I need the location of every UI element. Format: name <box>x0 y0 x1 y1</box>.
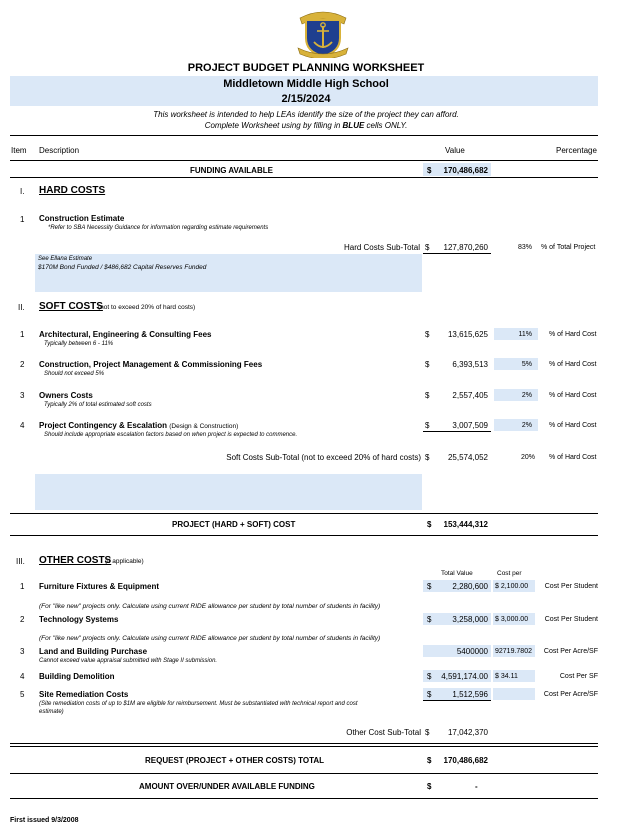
other-item-underline <box>423 700 491 701</box>
soft-item-num: 4 <box>20 421 25 430</box>
other-item-value: 5400000 <box>456 647 488 656</box>
over-under-label: AMOUNT OVER/UNDER AVAILABLE FUNDING <box>139 782 315 791</box>
soft-item-label <box>39 360 262 369</box>
request-total-dollar: $ <box>427 756 432 765</box>
other-item-label: Furniture Fixtures & Equipment <box>39 582 160 591</box>
soft-item-label-text: Construction, Project Management & Commissioning Fees <box>39 360 263 369</box>
other-item-dollar: $ <box>427 690 432 699</box>
request-total-value: 170,486,682 <box>443 756 488 765</box>
hard-section-title: HARD COSTS <box>39 185 106 196</box>
hard-subtotal-value: 127,870,260 <box>443 243 488 252</box>
intro-line-1: This worksheet is intended to help LEAs identify the size of the project they can afford. <box>153 110 459 119</box>
other-item-num: 1 <box>20 582 25 591</box>
project-total-value: 153,444,312 <box>443 520 488 529</box>
other-item-pre-note: (For "like new" projects only. Calculate using current RIDE allowance per student by total number of students in facility) <box>39 603 381 610</box>
soft-section-note: (not to exceed 20% of hard costs) <box>98 304 196 311</box>
other-item-per-label: Cost Per Acre/SF <box>543 691 598 698</box>
soft-item-value: 3,007,509 <box>452 421 488 430</box>
funding-value: 170,486,682 <box>443 166 488 175</box>
funding-label: FUNDING AVAILABLE <box>190 166 273 175</box>
other-item-num: 5 <box>20 690 25 699</box>
other-item-label: Building Demolition <box>39 672 115 681</box>
first-issued: First issued 9/3/2008 <box>10 817 79 824</box>
other-item-value: 1,512,596 <box>452 690 488 699</box>
soft-notes-cell[interactable] <box>35 474 422 510</box>
worksheet-date: 2/15/2024 <box>281 93 331 105</box>
soft-item-dollar: $ <box>425 391 430 400</box>
other-subtotal-dollar: $ <box>425 728 430 737</box>
hard-subtotal-pct: 83% <box>518 244 533 251</box>
hard-subtotal-label: Hard Costs Sub-Total <box>343 243 420 252</box>
soft-item-pct-label: % of Hard Cost <box>549 392 597 399</box>
request-total-top-line-2 <box>10 746 598 747</box>
soft-item-dollar: $ <box>425 421 430 430</box>
other-item-note: Cannot exceed value appraisal submitted with Stage II submission. <box>39 658 218 664</box>
other-item-note-2: estimate) <box>39 709 64 715</box>
other-item-per: $ 3,000.00 <box>495 616 529 623</box>
soft-item-pct: 2% <box>521 392 532 399</box>
other-section-num: III. <box>16 557 25 566</box>
other-item-per-label: Cost Per Student <box>544 583 598 590</box>
hard-item-note: *Refer to SBA Necessity Guidance for information regarding estimate requirements <box>48 225 269 231</box>
hard-note-line-1: See Ellana Estimate <box>38 256 93 262</box>
other-item-per-label: Cost Per Acre/SF <box>543 648 598 655</box>
anchor-icon <box>294 8 352 58</box>
other-item-label: Site Remediation Costs <box>39 690 129 699</box>
col-description: Description <box>39 146 80 155</box>
other-subtotal-label: Other Cost Sub-Total <box>346 728 421 737</box>
soft-item-underline <box>423 431 491 432</box>
other-subtotal-value: 17,042,370 <box>447 728 488 737</box>
soft-item-dollar: $ <box>425 330 430 339</box>
funding-top-line <box>10 160 598 161</box>
soft-item-note: Typically between 6 - 11% <box>44 341 114 347</box>
other-item-label: Technology Systems <box>39 615 119 624</box>
soft-item-pct: 11% <box>518 331 532 338</box>
soft-item-pct-label: % of Hard Cost <box>549 422 597 429</box>
hard-subtotal-dollar: $ <box>425 243 430 252</box>
soft-item-label <box>39 330 211 339</box>
soft-item-pct-label: % of Hard Cost <box>549 331 597 338</box>
other-item-dollar: $ <box>427 672 432 681</box>
project-total-dollar: $ <box>427 520 432 529</box>
other-item-note: (Site remediation costs of up to $1M are eligible for reimbursement. Must be substantiated with technical report and cost <box>39 701 358 707</box>
col-percentage: Percentage <box>556 146 597 155</box>
other-col-cost-per: Cost per <box>497 570 522 577</box>
hard-subtotal-underline <box>423 253 491 254</box>
soft-subtotal-dollar: $ <box>425 453 430 462</box>
soft-section-num: II. <box>18 303 25 312</box>
other-col-total: Total Value <box>441 570 473 577</box>
hard-note-line-2: $170M Bond Funded / $486,682 Capital Reserves Funded <box>38 264 207 271</box>
soft-subtotal-pct: 20% <box>521 454 536 461</box>
soft-item-value: 2,557,405 <box>452 391 488 400</box>
col-value: Value <box>445 146 465 155</box>
soft-item-note: Should include appropriate escalation factors based on when project is expected to commence. <box>44 432 298 438</box>
soft-item-value: 6,393,513 <box>452 360 488 369</box>
header-divider <box>10 135 598 136</box>
soft-item-dollar: $ <box>425 360 430 369</box>
hard-subtotal-pct-label: % of Total Project <box>541 244 596 251</box>
intro-line-2 <box>0 121 612 130</box>
other-item-value: 4,591,174.00 <box>441 672 488 681</box>
soft-section-title: SOFT COSTS <box>39 301 103 312</box>
request-total-label: REQUEST (PROJECT + OTHER COSTS) TOTAL <box>145 756 325 765</box>
other-item-per: $ 2,100.00 <box>495 583 529 590</box>
soft-item-num: 1 <box>20 330 25 339</box>
other-item-dollar: $ <box>427 582 432 591</box>
soft-item-note: Should not exceed 5% <box>44 371 105 377</box>
other-item-pre-note: (For "like new" projects only. Calculate using current RIDE allowance per student by total number of students in facility) <box>39 635 381 642</box>
col-item: Item <box>11 146 27 155</box>
soft-item-value: 13,615,625 <box>447 330 488 339</box>
soft-item-label-text: Project Contingency & Escalation <box>39 421 168 430</box>
soft-subtotal-value: 25,574,052 <box>447 453 488 462</box>
other-item-value: 3,258,000 <box>452 615 488 624</box>
hard-section-num: I. <box>20 187 25 196</box>
intro-text: Complete Worksheet using by filling in <box>204 121 343 130</box>
over-under-value: - <box>475 782 478 791</box>
soft-item-label-extra: (Design & Construction) <box>169 423 239 430</box>
page-title: PROJECT BUDGET PLANNING WORKSHEET <box>187 62 425 74</box>
other-item-per-label: Cost Per SF <box>559 673 598 680</box>
other-section-note: (if applicable) <box>105 558 144 565</box>
project-total-label: PROJECT (HARD + SOFT) COST <box>172 520 296 529</box>
other-item-value: 2,280,600 <box>452 582 488 591</box>
funding-bottom-line <box>10 177 598 178</box>
intro-text-end: cells ONLY. <box>364 121 408 130</box>
project-total-bottom-line <box>10 535 598 536</box>
soft-item-pct: 5% <box>521 361 532 368</box>
other-item-num: 3 <box>20 647 25 656</box>
other-item-per-label: Cost Per Student <box>544 616 598 623</box>
school-name: Middletown Middle High School <box>223 78 389 90</box>
soft-item-label <box>39 421 238 430</box>
soft-item-pct: 2% <box>521 422 532 429</box>
request-total-top-line-1 <box>10 743 598 744</box>
soft-item-note: Typically 2% of total estimated soft costs <box>44 402 152 408</box>
other-item-per: $ 34.11 <box>495 673 518 680</box>
request-total-bottom-line <box>10 773 598 774</box>
soft-item-label-text: Owners Costs <box>39 391 93 400</box>
other-item-num: 2 <box>20 615 25 624</box>
soft-subtotal-label: Soft Costs Sub-Total (not to exceed 20% of hard costs) <box>226 453 421 462</box>
over-under-dollar: $ <box>427 782 432 791</box>
state-seal-logo <box>294 8 352 58</box>
other-item-dollar: $ <box>427 615 432 624</box>
over-under-bottom-line <box>10 798 598 799</box>
soft-item-label-text: Architectural, Engineering & Consulting Fees <box>39 330 212 339</box>
other-item-per: 92719.7802 <box>495 648 532 655</box>
funding-dollar: $ <box>427 166 432 175</box>
intro-blue-word: BLUE <box>342 121 365 130</box>
soft-item-label <box>39 391 93 400</box>
other-item-num: 4 <box>20 672 25 681</box>
project-total-top-line <box>10 513 598 514</box>
hard-item-label: Construction Estimate <box>39 214 125 223</box>
soft-subtotal-pct-label: % of Hard Cost <box>549 454 597 461</box>
soft-item-pct-label: % of Hard Cost <box>549 361 597 368</box>
other-item-label: Land and Building Purchase <box>39 647 148 656</box>
hard-notes-cell[interactable] <box>35 254 422 292</box>
other-section-title: OTHER COSTS <box>39 555 112 566</box>
soft-item-num: 2 <box>20 360 25 369</box>
soft-item-num: 3 <box>20 391 25 400</box>
hard-item-num: 1 <box>20 215 25 224</box>
